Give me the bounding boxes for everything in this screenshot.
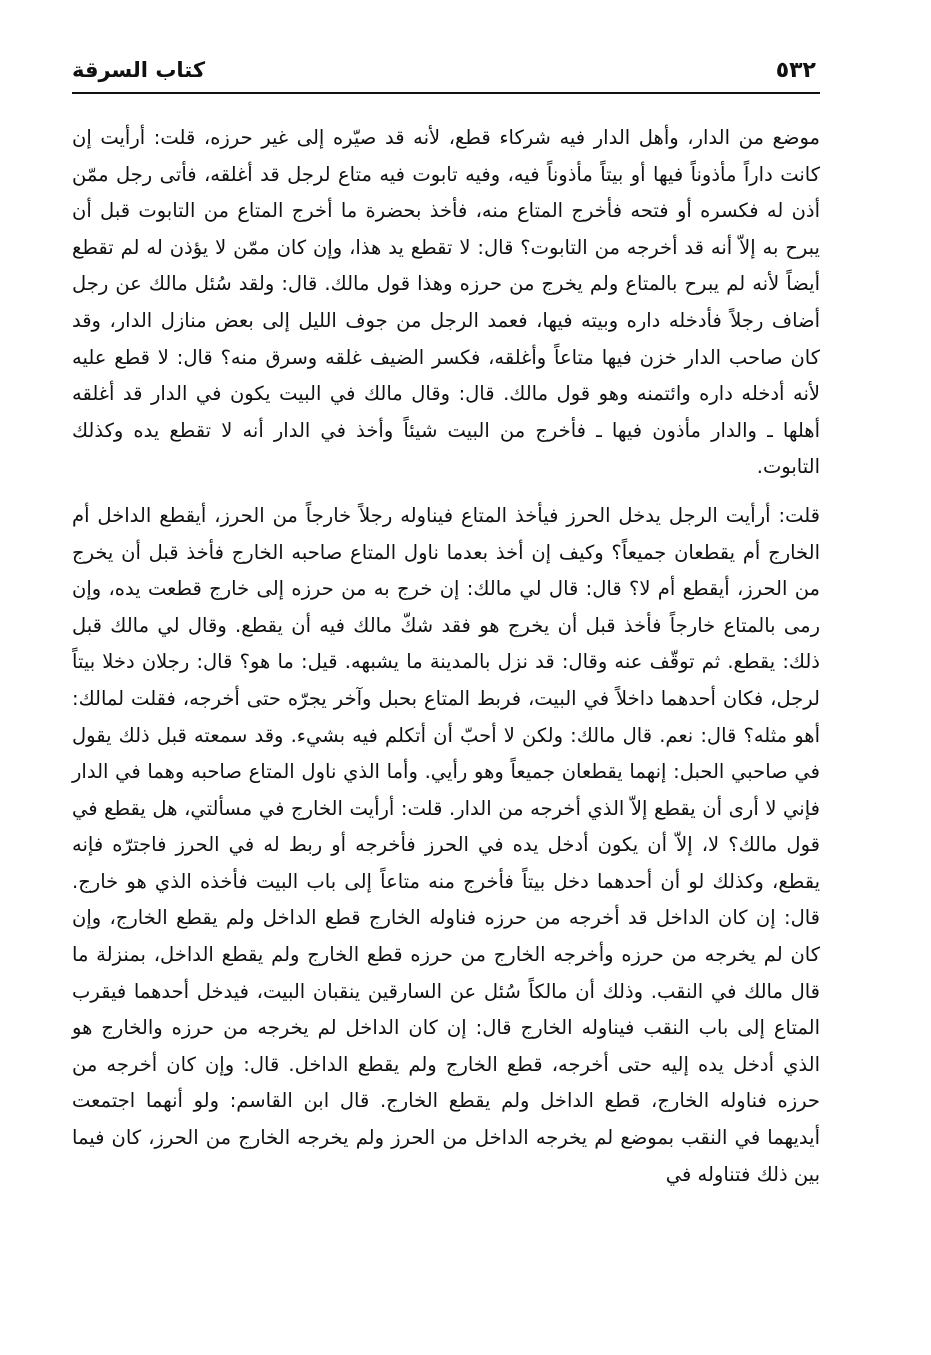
running-title: كتاب السرقة: [72, 58, 206, 82]
book-page: [72, 54, 820, 1344]
body-text: [72, 120, 820, 1193]
paragraph-2: قلت: أرأيت الرجل يدخل الحرز فيأخذ المتاع فيناوله رجلاً خارجاً من الحرز، أيقطع الداخل أم الخارج أم يقطعان جميعاً؟ وكيف إن أخذ بعدما ناول المتاع صاحبه الخارج فأخذ قبل أن يخرج من الحرز، أيقطع أم لا؟ قال: قال لي مالك: إن خرج به من حرزه إلى خارج قطعت يده، وإن رمى بالمتاع خارجاً فأخذ قبل أن يخرج هو فقد شكّ مالك فيه أن يقطع. وقال لي مالك قبل ذلك: يقطع. ثم توقّف عنه وقال: قد نزل بالمدينة ما يشبهه. قيل: ما هو؟ قال: رجلان دخلا بيتاً لرجل، فكان أحدهما داخلاً في البيت، فربط المتاع بحبل وآخر يجرّه حتى أخرجه، فقلت لمالك: أهو مثله؟ قال: نعم. قال مالك: ولكن لا أحبّ أن أتكلم فيه بشيء. وقد سمعته قبل ذلك يقول في صاحبي الحبل: إنهما يقطعان جميعاً وهو رأيي. وأما الذي ناول المتاع صاحبه وهما في الدار فإني لا أرى أن يقطع إلاّ الذي أخرجه من الدار. قلت: أرأيت الخارج في مسألتي، هل يقطع في قول مالك؟ لا، إلاّ أن يكون أدخل يده في الحرز فأخرجه أو ربط له في الحرز فاجترّه فإنه يقطع، وكذلك لو أن أحدهما دخل بيتاً فأخرج منه متاعاً إلى باب البيت فأخذه الذي هو خارج. قال: إن كان الداخل قد أخرجه من حرزه فناوله الخارج قطع الداخل ولم يقطع الخارج، وإن كان لم يخرجه من حرزه وأخرجه الخارج من حرزه قطع الخارج ولم يقطع الداخل، بمنزلة ما قال مالك في النقب. وذلك أن مالكاً سُئل عن السارقين ينقبان البيت، فيدخل أحدهما فيقرب المتاع إلى باب النقب فيناوله الخارج قال: إن كان الداخل لم يخرجه من حرزه والخارج هو الذي أدخل يده إليه حتى أخرجه، قطع الخارج ولم يقطع الداخل. قال: وإن كان أخرجه من حرزه فناوله الخارج، قطع الداخل ولم يقطع الخارج. قال ابن القاسم: ولو أنهما اجتمعت أيديهما في النقب بموضع لم يخرجه الداخل من الحرز ولم يخرجه الخارج من الحرز، كان فيما بين ذلك فتناوله في: [72, 503, 820, 1186]
page-number: ٥٣٢: [775, 58, 816, 83]
paragraph-1: موضع من الدار، وأهل الدار فيه شركاء قطع، لأنه قد صيّره إلى غير حرزه، قلت: أرأيت إن كانت داراً مأذوناً فيها أو بيتاً مأذوناً فيه، وفيه تابوت فيه متاع لرجل قد أغلقه، فأتى رجل ممّن أذن له فكسره أو فتحه فأخرج المتاع منه، فأخذ بحضرة ما أخرج المتاع من التابوت قبل أن يبرح به إلاّ أنه قد أخرجه من التابوت؟ قال: لا تقطع يد هذا، وإن كان ممّن لا يؤذن له لم تقطع أيضاً لأنه لم يبرح بالمتاع ولم يخرج من حرزه وهذا قول مالك. قال: ولقد سُئل مالك عن رجل أضاف رجلاً فأدخله داره وبيته فيها، فعمد الرجل من جوف الليل إلى بعض منازل الدار، وقد كان صاحب الدار خزن فيها متاعاً وأغلقه، فكسر الضيف غلقه وسرق منه؟ قال: لا قطع عليه لأنه أدخله داره وائتمنه وهو قول مالك. قال: وقال مالك في البيت يكون في الدار قد أغلقه أهلها ـ والدار مأذون فيها ـ فأخرج من البيت شيئاً وأخذ في الدار أنه لا تقطع يده وكذلك التابوت.: [72, 126, 820, 479]
page-header: [72, 54, 820, 94]
